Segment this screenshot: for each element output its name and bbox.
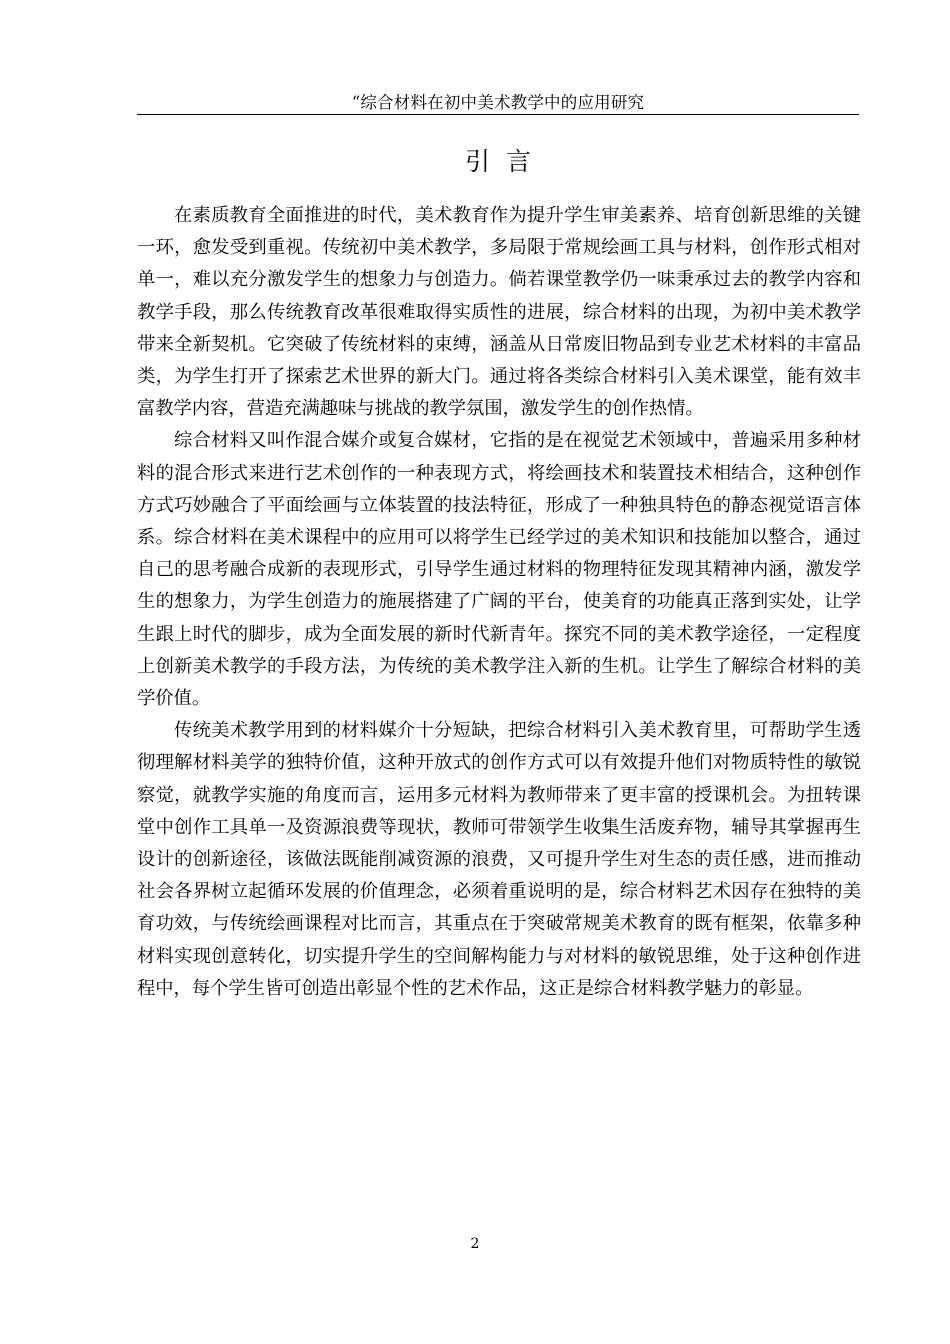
- header-divider: [137, 114, 859, 115]
- paragraph-1: 在素质教育全面推进的时代，美术教育作为提升学生审美素养、培育创新思维的关键一环，愈发受到重视。传统初中美术教学，多局限于常规绘画工具与材料，创作形式相对单一，难以充分激发学生的想象力与创造力。倘若课堂教学仍一味秉承过去的教学内容和教学手段，那么传统教育改革很难取得实质性的进展，综合材料的出现，为初中美术教学带来全新契机。它突破了传统材料的束缚，涵盖从日常废旧物品到专业艺术材料的丰富品类，为学生打开了探索艺术世界的新大门。通过将各类综合材料引入美术课堂，能有效丰富教学内容，营造充满趣味与挑战的教学氛围，激发学生的创作热情。: [137, 205, 861, 420]
- body-text: [137, 200, 861, 1005]
- page-title: 引言: [464, 147, 547, 176]
- running-header: “综合材料在初中美术教学中的应用研究: [351, 93, 645, 112]
- paragraph-3: 传统美术教学用到的材料媒介十分短缺，把综合材料引入美术教育里，可帮助学生透彻理解材料美学的独特价值，这种开放式的创作方式可以有效提升他们对物质特性的敏锐察觉，就教学实施的角度而言，运用多元材料为教师带来了更丰富的授课机会。为扭转课堂中创作工具单一及资源浪费等现状，教师可带领学生收集生活废弃物，辅导其掌握再生设计的创新途径，该做法既能削减资源的浪费，又可提升学生对生态的责任感，进而推动社会各界树立起循环发展的价值理念，必须着重说明的是，综合材料艺术因存在独特的美育功效，与传统绘画课程对比而言，其重点在于突破常规美术教育的既有框架，依靠多种材料实现创意转化，切实提升学生的空间解构能力与对材料的敏锐思维，处于这种创作进程中，每个学生皆可创造出彰显个性的艺术作品，这正是综合材料教学魅力的彰显。: [137, 720, 861, 999]
- page-number: 2: [470, 1236, 480, 1252]
- paragraph-2: 综合材料又叫作混合媒介或复合媒材，它指的是在视觉艺术领域中，普遍采用多种材料的混合形式来进行艺术创作的一种表现方式，将绘画技术和装置技术相结合，这种创作方式巧妙融合了平面绘画与立体装置的技法特征，形成了一种独具特色的静态视觉语言体系。综合材料在美术课程中的应用可以将学生已经学过的美术知识和技能加以整合，通过自己的思考融合成新的表现形式，引导学生通过材料的物理特征发现其精神内涵，激发学生的想象力，为学生创造力的施展搭建了广阔的平台，使美育的功能真正落到实处，让学生跟上时代的脚步，成为全面发展的新时代新青年。探究不同的美术教学途径，一定程度上创新美术教学的手段方法，为传统的美术教学注入新的生机。让学生了解综合材料的美学价值。: [137, 430, 861, 710]
